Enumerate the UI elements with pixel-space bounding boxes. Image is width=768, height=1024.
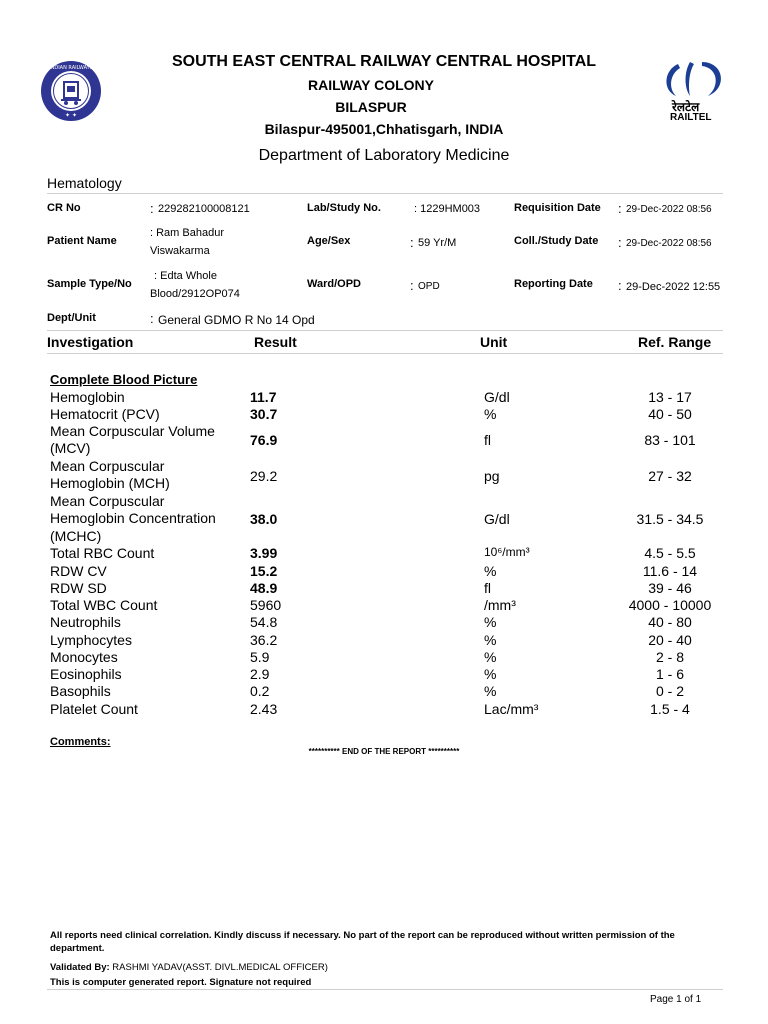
investigation-name-line: Mean Corpuscular Volume [50, 423, 215, 439]
age-sex-label: Age/Sex [307, 235, 351, 247]
unit-value: % [484, 406, 497, 422]
table-row [0, 406, 768, 423]
table-row [0, 614, 768, 631]
unit-value: % [484, 666, 497, 682]
result-value: 38.0 [250, 511, 278, 527]
patient-name-label: Patient Name [47, 235, 117, 247]
page-number: Page 1 of 1 [650, 994, 702, 1005]
ref-range-value: 1 - 6 [655, 666, 684, 682]
dept-unit-colon: : [150, 311, 154, 326]
ref-range-value: 13 - 17 [648, 389, 692, 405]
result-value: 3.99 [250, 545, 278, 561]
section-title: Hematology [47, 175, 122, 191]
result-value: 30.7 [250, 406, 278, 422]
address-line-3: Bilaspur-495001,Chhatisgarh, INDIA [264, 121, 504, 137]
table-row [0, 545, 768, 562]
result-value: 2.9 [250, 666, 270, 682]
ref-range-value: 40 - 80 [648, 614, 692, 630]
investigation-name [50, 423, 215, 458]
collection-date-label: Coll./Study Date [514, 235, 599, 247]
disclaimer-text: All reports need clinical correlation. Kindly discuss if necessary. No part of the report can be reproduced without written permission of the department. [50, 930, 675, 954]
table-row [0, 580, 768, 597]
investigation-name-line: Mean Corpuscular [50, 458, 165, 474]
table-row [0, 649, 768, 666]
unit-value: % [484, 649, 497, 665]
collection-date-colon: : [618, 235, 622, 250]
ref-range-value: 40 - 50 [648, 406, 692, 422]
table-row [0, 666, 768, 683]
patient-name-line-2: Viswakarma [150, 245, 210, 257]
ward-opd-colon: : [410, 278, 414, 293]
investigation-name-line: Hemoglobin (MCH) [50, 475, 170, 492]
col-investigation: Investigation [47, 334, 134, 350]
col-result: Result [254, 334, 297, 350]
ref-range-value: 1.5 - 4 [650, 701, 690, 717]
dept-unit-label: Dept/Unit [47, 312, 96, 324]
result-value: 0.2 [250, 683, 270, 699]
table-row [0, 683, 768, 700]
investigation-name: Total RBC Count [50, 545, 155, 561]
address-line-1: RAILWAY COLONY [307, 77, 435, 93]
ref-range-value: 39 - 46 [648, 580, 692, 596]
unit-value: G/dl [484, 389, 510, 405]
cr-no-colon: : [150, 201, 154, 216]
table-row [0, 632, 768, 649]
railtel-text: RAILTEL [670, 112, 712, 123]
ref-range-value: 11.6 - 14 [642, 563, 698, 579]
result-value: 5960 [250, 597, 282, 613]
footer-divider [47, 989, 723, 990]
result-value: 76.9 [250, 432, 278, 448]
ward-opd-value: OPD [418, 281, 440, 292]
table-row [0, 701, 768, 718]
ref-range-value: 20 - 40 [648, 632, 692, 648]
svg-text:• INDIAN RAILWAYS •: • INDIAN RAILWAYS • [44, 65, 98, 71]
ref-range-value: 31.5 - 34.5 [636, 511, 704, 527]
dept-unit-value: General GDMO R No 14 Opd [158, 313, 315, 327]
unit-value: Lac/mm³ [484, 701, 539, 717]
cr-no-label: CR No [47, 202, 81, 214]
validated-by-value: RASHMI YADAV(ASST. DIVL.MEDICAL OFFICER) [109, 962, 328, 973]
result-value: 36.2 [250, 632, 278, 648]
svg-text:✦ ✦: ✦ ✦ [65, 112, 77, 119]
investigation-name-line: (MCHC) [50, 527, 102, 544]
ref-range-value: 2 - 8 [655, 649, 684, 665]
investigation-name: Basophils [50, 683, 111, 699]
result-value: 48.9 [250, 580, 278, 596]
investigation-name: Neutrophils [50, 614, 121, 630]
age-sex-colon: : [410, 235, 414, 250]
result-value: 54.8 [250, 614, 278, 630]
unit-value: fl [484, 580, 491, 596]
validated-by [50, 962, 328, 973]
address-line-2: BILASPUR [335, 99, 407, 115]
investigation-name [50, 458, 170, 493]
ref-range-value: 27 - 32 [648, 468, 692, 484]
unit-value: 10⁶/mm³ [484, 545, 530, 559]
department-title: Department of Laboratory Medicine [258, 147, 510, 164]
table-row [0, 423, 768, 458]
table-row [0, 563, 768, 580]
requisition-date-label: Requisition Date [514, 202, 601, 214]
reporting-date-label: Reporting Date [514, 278, 593, 290]
ref-range-value: 4000 - 10000 [628, 597, 712, 613]
hospital-name: SOUTH EAST CENTRAL RAILWAY CENTRAL HOSPITAL [171, 53, 597, 70]
investigation-name: Eosinophils [50, 666, 122, 682]
col-ref-range: Ref. Range [638, 334, 712, 350]
lab-no-value: : 1229HM003 [414, 203, 481, 215]
sample-type-line-2: Blood/2912OP074 [150, 288, 240, 300]
investigation-name [50, 493, 216, 545]
result-value: 5.9 [250, 649, 270, 665]
requisition-date-value: 29-Dec-2022 08:56 [626, 204, 712, 215]
ref-range-value: 0 - 2 [655, 683, 684, 699]
col-unit: Unit [480, 334, 508, 350]
unit-value: pg [484, 468, 500, 484]
requisition-date-colon: : [618, 201, 622, 216]
sample-type-line-1: : Edta Whole [154, 270, 217, 282]
table-header-divider [47, 353, 723, 354]
end-of-report: ********** END OF THE REPORT ********** [308, 747, 460, 756]
unit-value: % [484, 563, 497, 579]
railtel-hindi-text: रेलटेल [672, 100, 700, 114]
unit-value: % [484, 614, 497, 630]
table-row [0, 493, 768, 545]
investigation-name: Hemoglobin [50, 389, 125, 405]
validated-by-label: Validated By: [50, 962, 110, 973]
investigation-name: RDW SD [50, 580, 107, 596]
investigation-name: Hematocrit (PCV) [50, 406, 160, 422]
unit-value: /mm³ [484, 597, 516, 613]
comments-label: Comments: [50, 736, 111, 748]
investigation-name: Monocytes [50, 649, 118, 665]
unit-value: % [484, 683, 497, 699]
sample-type-label: Sample Type/No [47, 278, 132, 290]
table-row [0, 458, 768, 493]
ref-range-value: 4.5 - 5.5 [644, 545, 696, 561]
investigation-name: Platelet Count [50, 701, 138, 717]
table-row [0, 389, 768, 406]
lab-no-label: Lab/Study No. [307, 202, 381, 214]
reporting-date-colon: : [618, 278, 622, 293]
ward-opd-label: Ward/OPD [307, 278, 361, 290]
info-divider [47, 330, 723, 331]
age-sex-value: 59 Yr/M [418, 237, 457, 249]
investigation-name-line: Mean Corpuscular [50, 493, 165, 509]
group-title: Complete Blood Picture [50, 372, 198, 387]
table-row [0, 597, 768, 614]
unit-value: G/dl [484, 511, 510, 527]
ref-range-value: 83 - 101 [644, 432, 696, 448]
unit-value: fl [484, 432, 491, 448]
investigation-name: Total WBC Count [50, 597, 158, 613]
result-value: 11.7 [250, 389, 277, 405]
investigation-name: Lymphocytes [50, 632, 132, 648]
patient-name-line-1: : Ram Bahadur [150, 227, 224, 239]
investigation-name: RDW CV [50, 563, 107, 579]
section-divider [47, 193, 723, 194]
investigation-name-line: Hemoglobin Concentration [50, 510, 216, 527]
unit-value: % [484, 632, 497, 648]
result-value: 15.2 [250, 563, 278, 579]
cr-no-value: 229282100008121 [158, 203, 250, 215]
computer-generated-note: This is computer generated report. Signature not required [50, 977, 312, 988]
reporting-date-value: 29-Dec-2022 12:55 [626, 281, 721, 293]
collection-date-value: 29-Dec-2022 08:56 [626, 238, 712, 249]
investigation-name-line: (MCV) [50, 440, 91, 457]
result-value: 29.2 [250, 468, 278, 484]
result-value: 2.43 [250, 701, 278, 717]
